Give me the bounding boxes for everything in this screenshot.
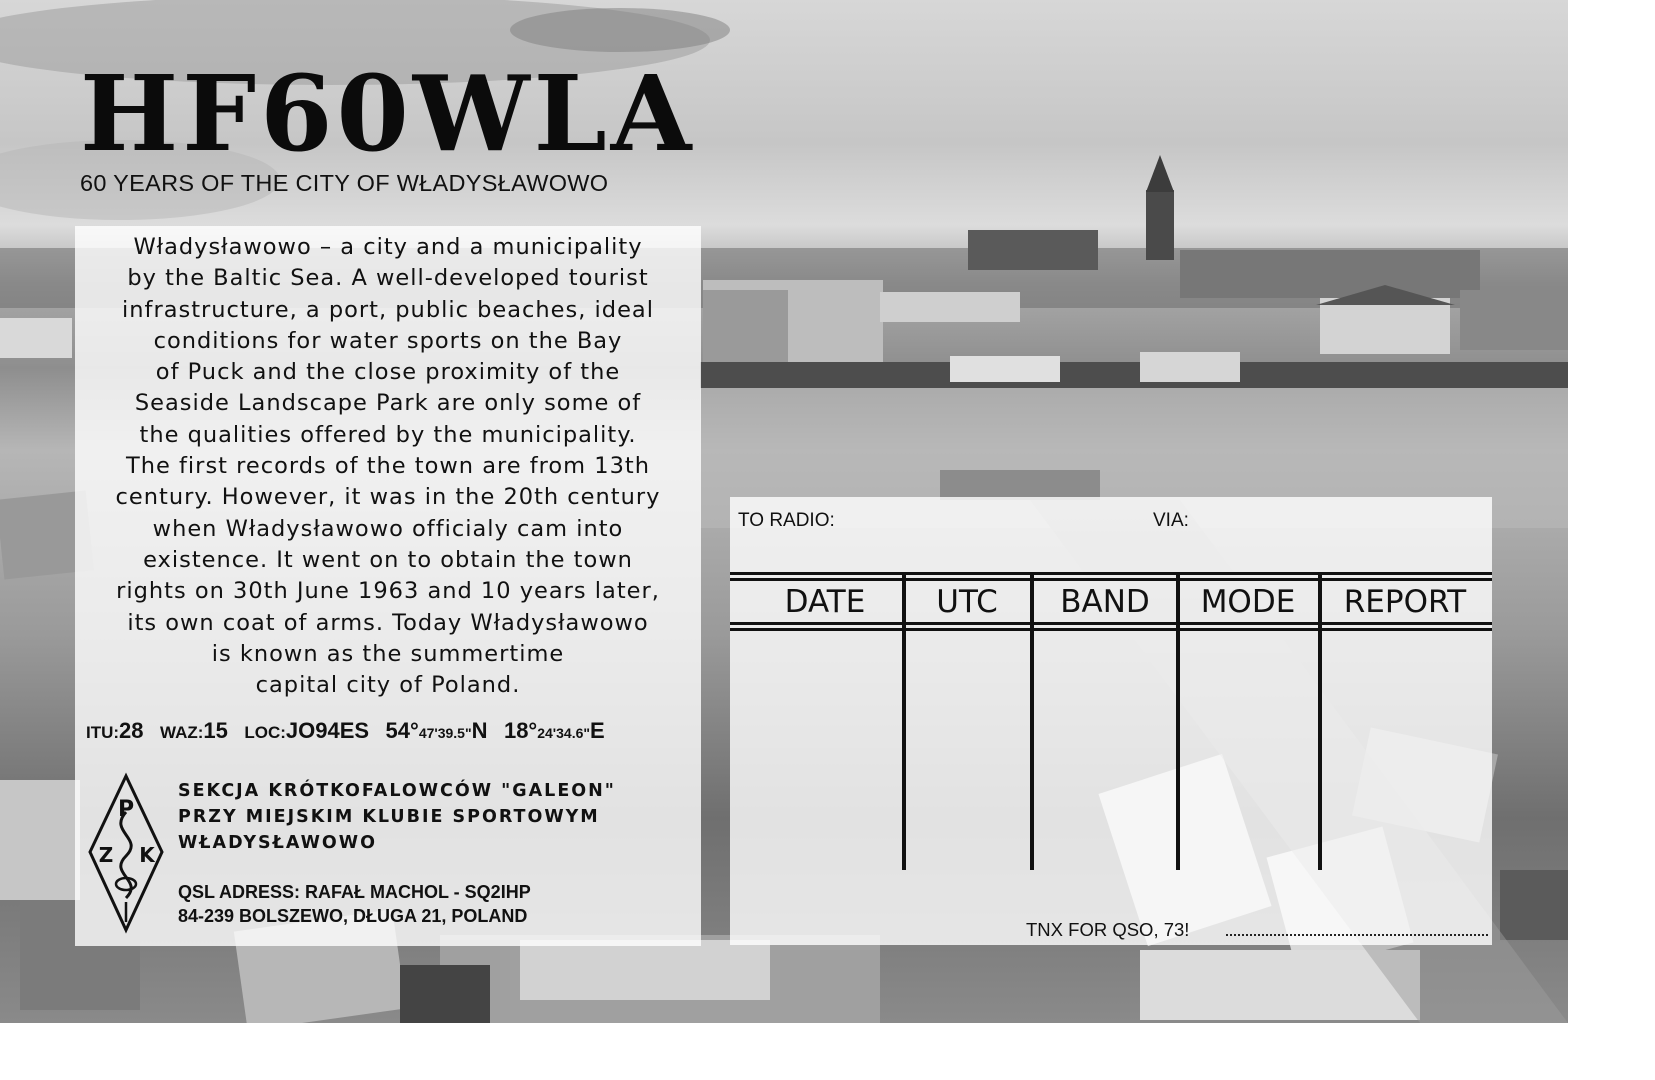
signature-line	[1226, 934, 1488, 936]
description-line: of Puck and the close proximity of the	[155, 359, 621, 386]
column-divider	[902, 574, 906, 870]
table-top-line-2	[730, 578, 1492, 581]
column-header-date: DATE	[784, 584, 866, 620]
column-divider	[1318, 574, 1322, 870]
city-description	[75, 232, 701, 701]
description-line: conditions for water sports on the Bay	[153, 327, 623, 354]
description-line: the qualities offered by the municipality.	[139, 421, 637, 448]
address-line: QSL ADRESS: RAFAŁ MACHOL - SQ2IHP	[178, 882, 531, 902]
description-line: Seaside Landscape Park are only some of	[134, 390, 642, 417]
description-line: The first records of the town are from 13th	[126, 453, 650, 480]
description-line: when Władysławowo officialy cam into	[152, 515, 624, 542]
longitude-hemisphere: E	[590, 718, 605, 743]
waz-label: WAZ:	[159, 723, 204, 742]
thanks-note: TNX FOR QSO, 73!	[1026, 919, 1190, 940]
description-line: rights on 30th June 1963 and 10 years later,	[116, 578, 660, 605]
description-line: existence. It went on to obtain the town	[143, 546, 633, 573]
via-label: VIA:	[1153, 510, 1189, 531]
logo-letter-p: P	[117, 797, 135, 822]
itu-label: ITU:	[86, 723, 120, 742]
description-line: by the Baltic Sea. A well-developed tourist	[127, 265, 649, 292]
table-top-line	[730, 572, 1492, 575]
club-line: PRZY MIEJSKIM KLUBIE SPORTOWYM	[178, 807, 600, 827]
column-header-utc: UTC	[936, 584, 998, 620]
table-header-line-2	[730, 628, 1492, 631]
column-divider	[1176, 574, 1180, 870]
club-line: SEKCJA KRÓTKOFALOWCÓW "GALEON"	[178, 781, 616, 801]
latitude-hemisphere: N	[471, 718, 488, 743]
description-line: its own coat of arms. Today Władysławowo	[127, 609, 649, 636]
address-line: 84-239 BOLSZEWO, DŁUGA 21, POLAND	[178, 906, 528, 926]
club-name	[178, 778, 616, 856]
pzk-logo-icon	[86, 772, 166, 934]
description-line: is known as the summertime	[211, 640, 565, 667]
to-radio-label: TO RADIO:	[738, 510, 835, 531]
longitude-degrees: 18°	[503, 718, 538, 743]
column-header-report: REPORT	[1343, 584, 1467, 620]
waz-value: 15	[203, 718, 228, 743]
column-divider	[1030, 574, 1034, 870]
callsign-title: HF60WLA	[80, 52, 696, 175]
description-line: capital city of Poland.	[255, 672, 521, 699]
locator-value: JO94ES	[285, 718, 370, 743]
table-header-line	[730, 622, 1492, 625]
logo-letter-z: Z	[98, 843, 114, 867]
club-line: WŁADYSŁAWOWO	[178, 833, 377, 853]
itu-value: 28	[119, 718, 144, 743]
station-info-line	[86, 718, 617, 744]
loc-label: LOC:	[244, 723, 286, 742]
description-line: infrastructure, a port, public beaches, ideal	[122, 296, 654, 323]
subtitle: 60 YEARS OF THE CITY OF WŁADYSŁAWOWO	[80, 170, 609, 196]
column-header-mode: MODE	[1200, 584, 1296, 620]
latitude-degrees: 54°	[385, 718, 419, 743]
column-header-band: BAND	[1060, 584, 1150, 620]
qsl-address	[178, 880, 531, 928]
latitude-minutes: 47'39.5"	[418, 725, 472, 741]
description-line: century. However, it was in the 20th century	[115, 484, 661, 511]
qso-form-panel	[730, 497, 1492, 945]
longitude-minutes: 24'34.6"	[537, 725, 591, 741]
logo-letter-k: K	[139, 843, 155, 867]
description-line: Władysławowo – a city and a municipality	[133, 234, 643, 260]
